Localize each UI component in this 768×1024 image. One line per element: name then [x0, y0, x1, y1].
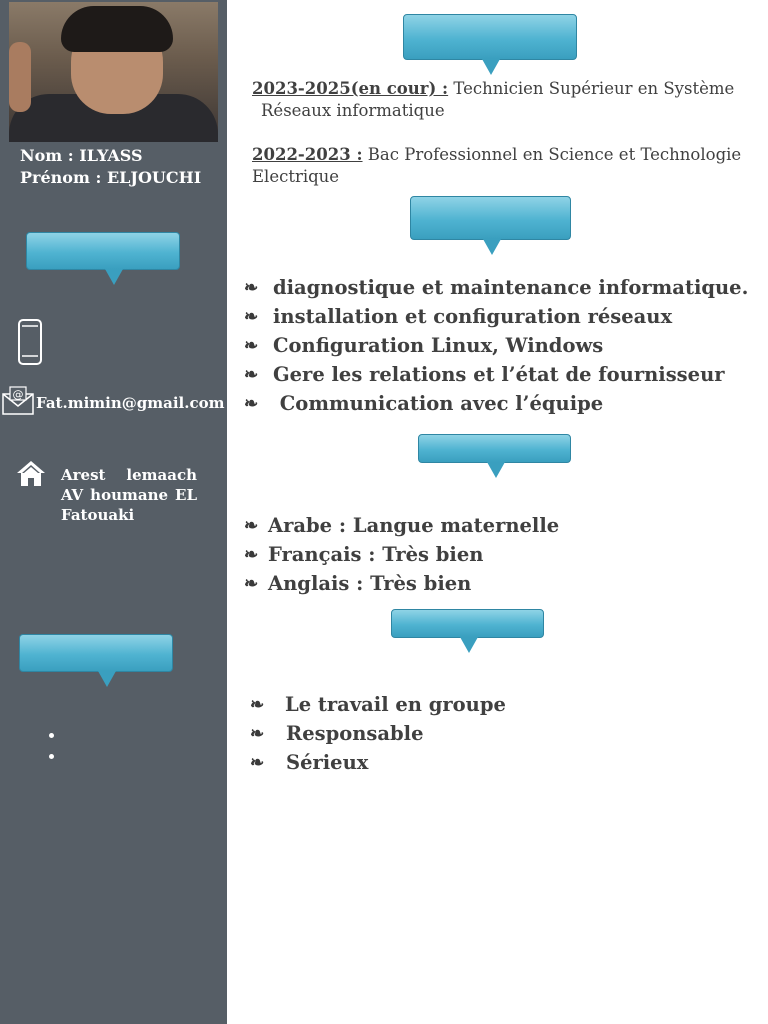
fleuron-icon: ❧ — [244, 574, 259, 594]
empty-bullet — [49, 754, 54, 759]
education-date: 2023-2025(en cour) : — [252, 79, 449, 98]
fleuron-icon: ❧ — [250, 753, 265, 773]
education-section-bubble — [403, 14, 577, 60]
fleuron-icon: ❧ — [244, 336, 259, 356]
skills-section-bubble — [410, 196, 571, 240]
empty-bullet — [49, 733, 54, 738]
fleuron-icon: ❧ — [244, 307, 259, 327]
mail-icon — [2, 386, 34, 416]
education-date: 2022-2023 : — [252, 145, 363, 164]
phone-icon — [17, 318, 43, 366]
education-title-cont: Electrique — [252, 167, 340, 186]
nom-value: ILYASS — [79, 146, 143, 165]
hobbies-section-bubble — [19, 634, 173, 672]
address-text: Arest lemaach AV houmane EL Fatouaki — [61, 466, 197, 524]
svg-text:@: @ — [12, 388, 24, 401]
education-item — [252, 78, 752, 122]
prenom-line — [20, 168, 201, 187]
fleuron-icon: ❧ — [250, 724, 265, 744]
fleuron-icon: ❧ — [244, 278, 259, 298]
prenom-value: ELJOUCHI — [106, 168, 202, 187]
education-title-cont: Réseaux informatique — [261, 101, 445, 120]
fleuron-icon: ❧ — [244, 516, 259, 536]
education-title: Bac Professionnel en Science et Technologie — [362, 145, 742, 164]
fleuron-icon: ❧ — [244, 365, 259, 385]
qualities-section-bubble — [391, 609, 544, 638]
home-icon — [16, 459, 46, 487]
nom-label: Nom : — [20, 146, 74, 165]
email-text: Fat.mimin@gmail.com — [36, 394, 225, 412]
name-line — [20, 146, 143, 165]
profile-photo — [9, 2, 218, 142]
languages-section-bubble — [418, 434, 571, 463]
contact-section-bubble — [26, 232, 180, 270]
prenom-label: Prénom : — [20, 168, 102, 187]
fleuron-icon: ❧ — [250, 695, 265, 715]
fleuron-icon: ❧ — [244, 394, 259, 414]
fleuron-icon: ❧ — [244, 545, 259, 565]
sidebar — [0, 0, 227, 1024]
education-item — [252, 144, 752, 188]
education-title: Technicien Supérieur en Système — [448, 79, 735, 98]
